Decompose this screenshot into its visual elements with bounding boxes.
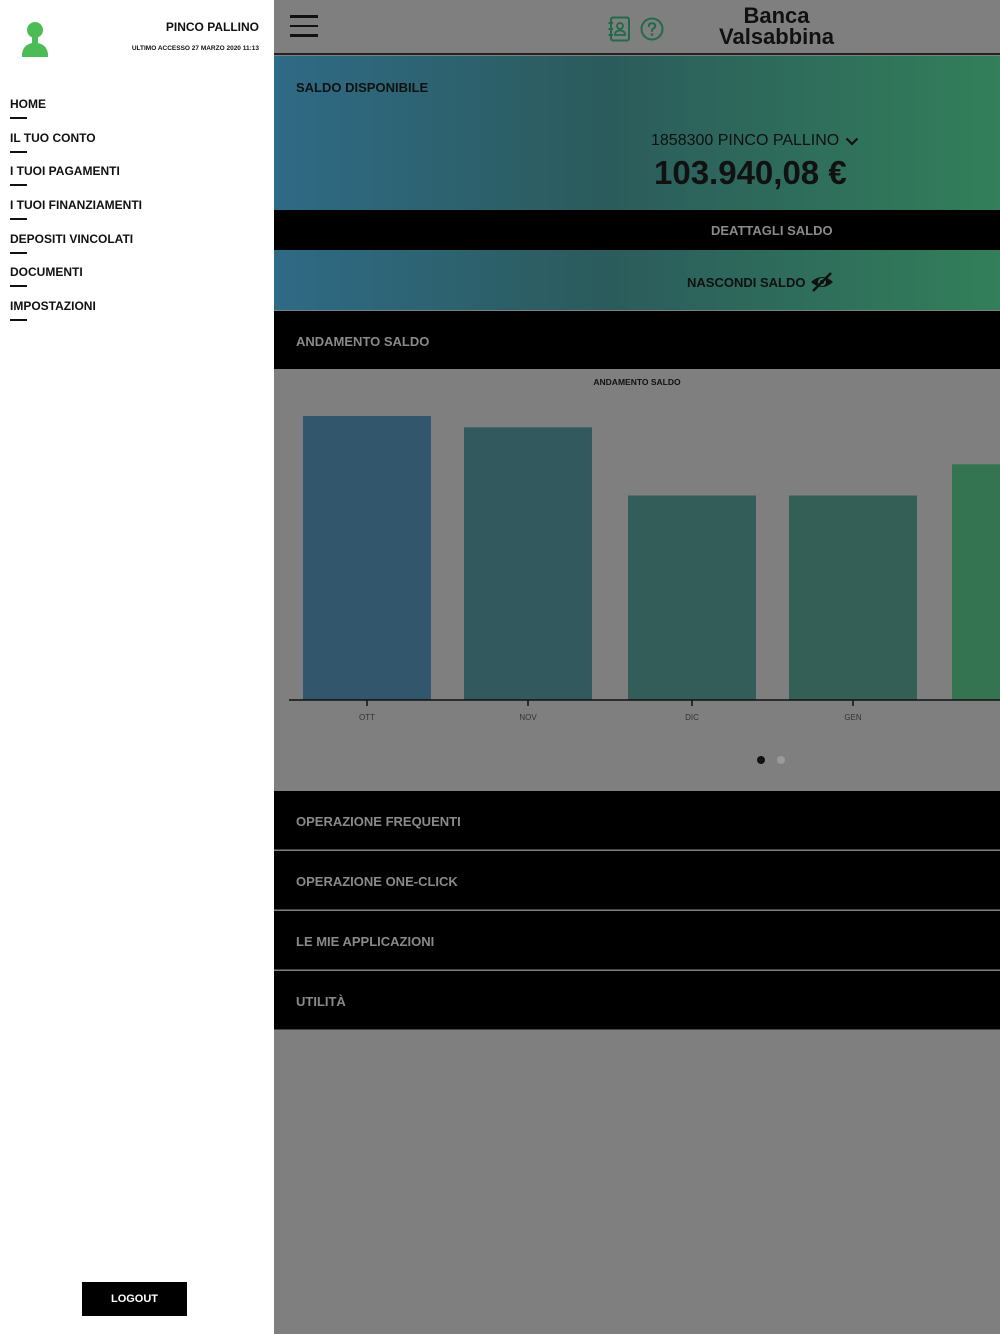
- hide-balance-label-wrap: [687, 271, 835, 293]
- sidebar-item-home[interactable]: [10, 97, 142, 131]
- user-avatar-icon: [20, 20, 50, 58]
- sidebar-item-finanziamenti[interactable]: [10, 198, 142, 232]
- sidebar-item-divider: [10, 218, 27, 220]
- sidebar-item-label: IL TUO CONTO: [10, 130, 96, 145]
- section-label: UTILITÀ: [296, 994, 346, 1009]
- section-label: OPERAZIONE FREQUENTI: [296, 814, 461, 829]
- help-icon[interactable]: [640, 17, 664, 41]
- balance-details-button[interactable]: [274, 210, 1000, 250]
- chart-x-tick-label: OTT: [359, 713, 375, 722]
- balance-panel: [274, 56, 1000, 210]
- chart-page-dot-1[interactable]: [757, 756, 765, 764]
- sidebar-item-il-tuo-conto[interactable]: [10, 131, 142, 165]
- sidebar-item-divider: [10, 319, 27, 321]
- last-access-text: ULTIMO ACCESSO 27 MARZO 2020 11:13: [131, 45, 259, 52]
- brand-logo: [699, 5, 854, 47]
- chart-bar-ott: [303, 416, 431, 700]
- account-label: 1858300 PINCO PALLINO: [651, 132, 840, 149]
- section-label: LE MIE APPLICAZIONI: [296, 934, 435, 949]
- sidebar-item-label: HOME: [10, 97, 46, 111]
- chart-canvas: [274, 369, 1000, 791]
- sidebar: [0, 0, 274, 1334]
- logout-button[interactable]: LOGOUT: [82, 1282, 187, 1316]
- sidebar-item-impostazioni[interactable]: [10, 299, 142, 333]
- account-selector[interactable]: [651, 132, 859, 150]
- sidebar-item-documenti[interactable]: [10, 265, 142, 299]
- sidebar-item-divider: [10, 184, 27, 186]
- sidebar-item-divider: [10, 285, 27, 287]
- chart-bar-next: [952, 464, 1000, 700]
- sidebar-nav: [10, 97, 142, 333]
- chart-title: ANDAMENTO SALDO: [593, 377, 681, 387]
- chevron-down-icon: [845, 137, 859, 146]
- section-operazione-one-click[interactable]: [274, 851, 1000, 910]
- sidebar-item-label: IMPOSTAZIONI: [10, 299, 96, 314]
- section-utilita[interactable]: [274, 971, 1000, 1030]
- user-name: PINCO PALLINO: [165, 20, 259, 34]
- chart-bar-dic: [628, 496, 756, 700]
- eye-off-icon: [809, 271, 835, 293]
- balance-trend-header-label: ANDAMENTO SALDO: [296, 334, 430, 349]
- section-operazione-frequenti[interactable]: [274, 791, 1000, 850]
- chart-bar-nov: [464, 427, 592, 700]
- sidebar-item-label: DOCUMENTI: [10, 265, 83, 280]
- sidebar-item-divider: [10, 252, 27, 254]
- chart-pagination: [757, 756, 785, 764]
- section-label: OPERAZIONE ONE-CLICK: [296, 874, 458, 889]
- brand-line-1: Banca: [743, 3, 810, 28]
- hide-balance-button[interactable]: [274, 250, 1000, 310]
- balance-details-label: DEATTAGLI SALDO: [711, 223, 833, 238]
- brand-line-2: Valsabbina: [719, 24, 834, 49]
- menu-icon[interactable]: [290, 15, 318, 39]
- sidebar-item-label: I TUOI FINANZIAMENTI: [10, 198, 142, 213]
- sidebar-item-divider: [10, 151, 27, 153]
- sidebar-item-depositi-vincolati[interactable]: [10, 232, 142, 266]
- chart-page-dot-2[interactable]: [777, 756, 785, 764]
- top-bar: [274, 0, 1000, 55]
- contacts-book-icon[interactable]: [607, 16, 631, 42]
- section-mie-applicazioni[interactable]: [274, 911, 1000, 970]
- balance-title: SALDO DISPONIBILE: [296, 80, 429, 95]
- chart-x-tick-label: GEN: [844, 713, 862, 722]
- sidebar-item-label: I TUOI PAGAMENTI: [10, 164, 120, 179]
- main-content: [274, 0, 1000, 1334]
- sidebar-item-divider: [10, 117, 27, 119]
- balance-trend-header[interactable]: [274, 311, 1000, 369]
- chart-x-tick-label: NOV: [519, 713, 537, 722]
- balance-trend-chart: [274, 369, 1000, 791]
- chart-x-tick-label: DIC: [685, 713, 699, 722]
- chart-bar-gen: [789, 496, 917, 700]
- balance-amount: 103.940,08 €: [654, 154, 847, 191]
- sidebar-item-label: DEPOSITI VINCOLATI: [10, 231, 134, 246]
- sidebar-item-pagamenti[interactable]: [10, 164, 142, 198]
- hide-balance-label: NASCONDI SALDO: [687, 274, 806, 290]
